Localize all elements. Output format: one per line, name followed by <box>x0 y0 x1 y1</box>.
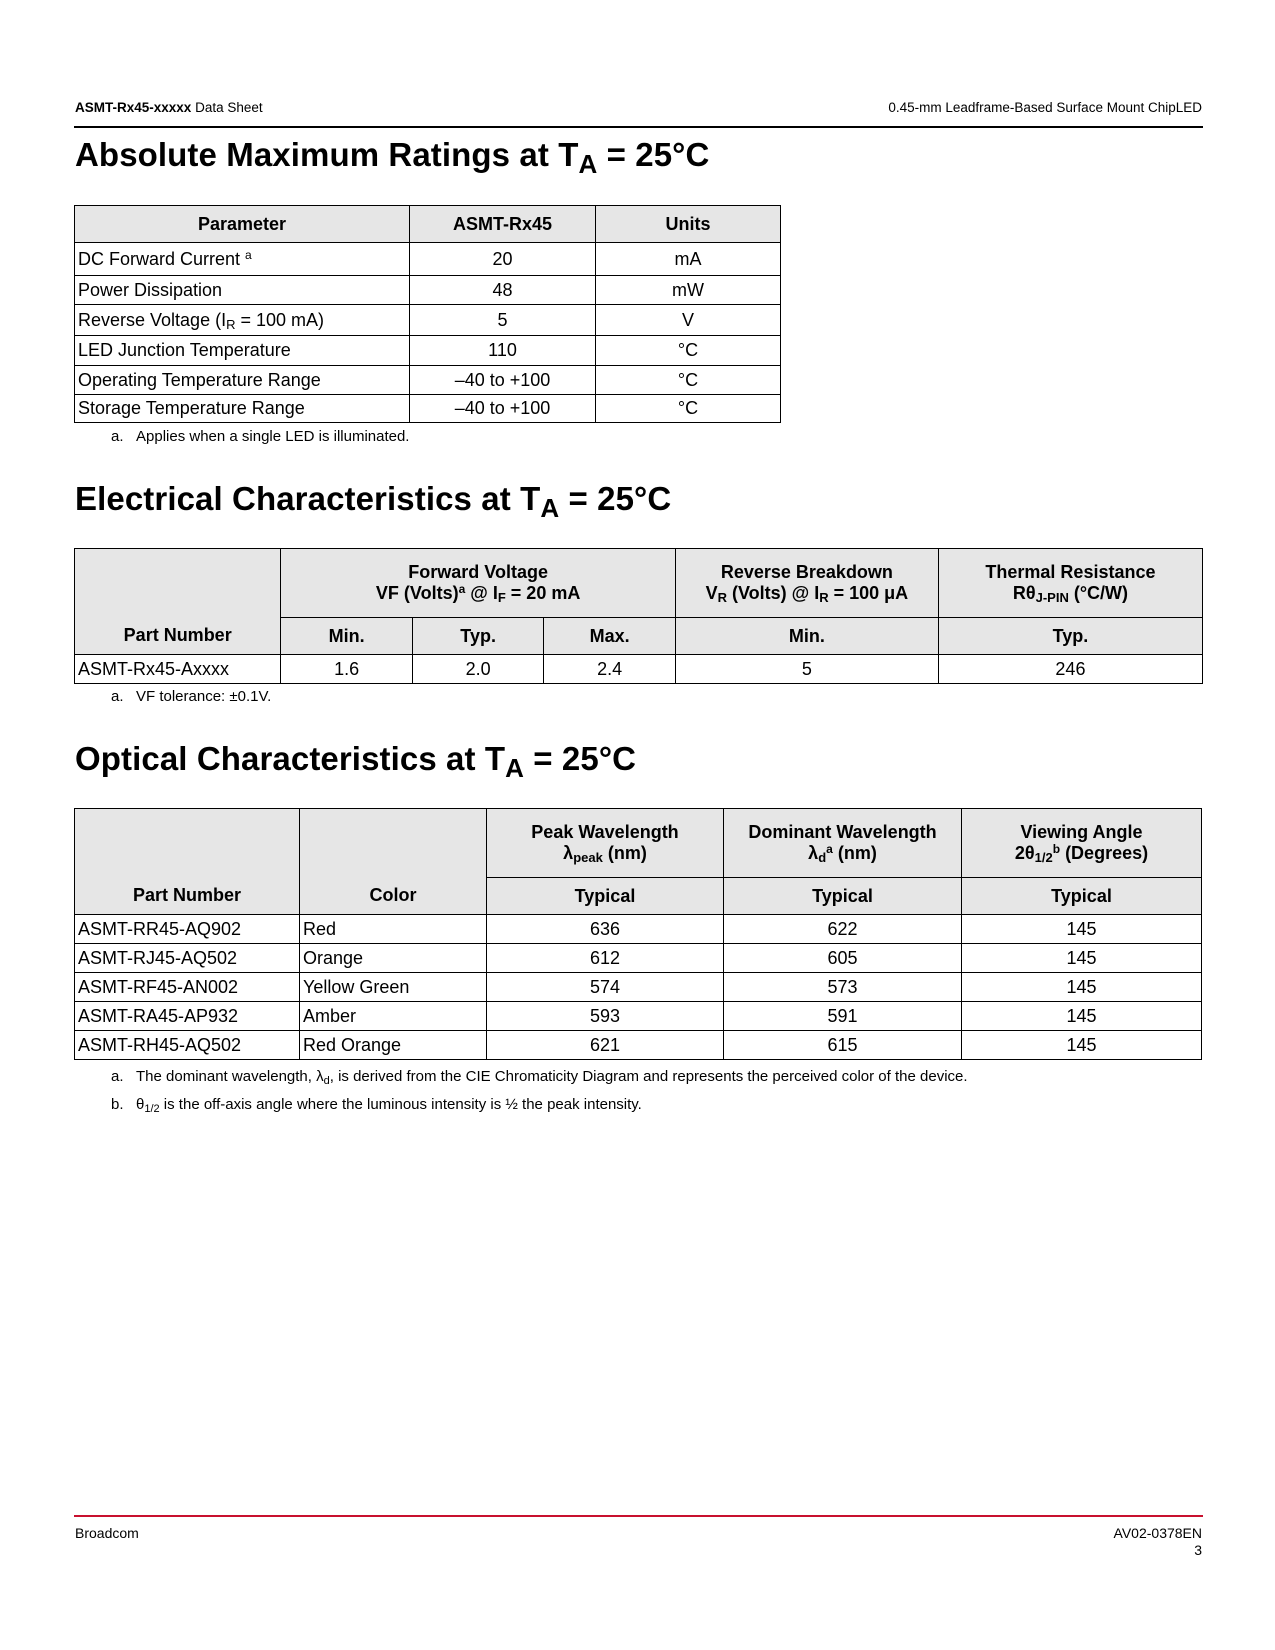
elec-sub-max: Max. <box>544 618 676 655</box>
elec-title: Electrical Characteristics at $T_A = 25^\circ C$ <box>75 480 672 523</box>
part-cell: ASMT-RJ45-AQ502 <box>75 944 300 973</box>
peak-cell: 612 <box>487 944 724 973</box>
opt-footnote-b: b. $\theta_{1/2}$ is the off-axis angle where the luminous intensity is ½ the peak intensity. <box>111 1096 642 1115</box>
opt-table <box>74 808 1202 1060</box>
opt-header-row <box>75 809 1202 878</box>
amr-col-units: Units <box>596 206 781 243</box>
footer-company: Broadcom <box>75 1525 139 1541</box>
vf-max-cell: 2.4 <box>544 655 676 684</box>
color-cell: Yellow Green <box>300 973 487 1002</box>
table-row <box>75 305 781 336</box>
table-row <box>75 336 781 366</box>
header-doc-title <box>75 100 263 115</box>
opt-footnote-a: a. The dominant wavelength, $\lambda_d$, is derived from the CIE Chromaticity Diagram and represents the perceived color of the device. <box>111 1068 968 1087</box>
table-row <box>75 1002 1202 1031</box>
color-cell: Red <box>300 915 487 944</box>
elec-sub-rb-min: Min. <box>675 618 938 655</box>
elec-sub-typ: Typ. <box>412 618 544 655</box>
elec-col-thermal-resistance: Thermal Resistance $R\theta_{J-PIN}$ (°C/W) <box>938 549 1202 618</box>
unit-cell: V <box>596 305 781 336</box>
amr-header-row <box>75 206 781 243</box>
peak-cell: 593 <box>487 1002 724 1031</box>
vf-typ-cell: 2.0 <box>412 655 544 684</box>
value-cell: 48 <box>410 276 596 305</box>
opt-sub-angle-typical: Typical <box>962 878 1202 915</box>
table-row <box>75 395 781 423</box>
elec-header-row <box>75 549 1203 618</box>
opt-col-dominant-wavelength: Dominant Wavelength $\lambda_d^a$ (nm) <box>724 809 962 878</box>
table-row <box>75 944 1202 973</box>
angle-cell: 145 <box>962 973 1202 1002</box>
angle-cell: 145 <box>962 1002 1202 1031</box>
elec-sub-min: Min. <box>281 618 413 655</box>
table-row <box>75 1031 1202 1060</box>
table-row <box>75 915 1202 944</box>
dominant-cell: 573 <box>724 973 962 1002</box>
header-doc-id: ASMT-Rx45-xxxxx <box>75 100 192 115</box>
opt-col-color: Color <box>300 809 487 915</box>
header-product-title: 0.45-mm Leadframe-Based Surface Mount ChipLED <box>888 100 1202 115</box>
param-cell: Operating Temperature Range <box>75 366 410 395</box>
table-row <box>75 366 781 395</box>
angle-cell: 145 <box>962 915 1202 944</box>
dominant-cell: 605 <box>724 944 962 973</box>
value-cell: 20 <box>410 243 596 276</box>
opt-col-viewing-angle: Viewing Angle $2\theta_{1/2}^b$ (Degrees) <box>962 809 1202 878</box>
opt-sub-dominant-typical: Typical <box>724 878 962 915</box>
unit-cell: mW <box>596 276 781 305</box>
footer-page-number: 3 <box>1194 1542 1202 1558</box>
part-cell: ASMT-Rx45-Axxxx <box>75 655 281 684</box>
dominant-cell: 622 <box>724 915 962 944</box>
value-cell: –40 to +100 <box>410 395 596 423</box>
header-divider <box>74 126 1203 128</box>
peak-cell: 636 <box>487 915 724 944</box>
opt-title: Optical Characteristics at $T_A = 25^\circ C$ <box>75 740 637 783</box>
table-row <box>75 243 781 276</box>
param-cell: Power Dissipation <box>75 276 410 305</box>
table-row <box>75 655 1203 684</box>
amr-table <box>74 205 781 423</box>
elec-footnote: a. VF tolerance: ±0.1V. <box>111 688 272 705</box>
part-cell: ASMT-RF45-AN002 <box>75 973 300 1002</box>
part-cell: ASMT-RA45-AP932 <box>75 1002 300 1031</box>
unit-cell: °C <box>596 366 781 395</box>
unit-cell: mA <box>596 243 781 276</box>
amr-title: Absolute Maximum Ratings at $T_A = 25^\circ C$ <box>75 136 710 179</box>
color-cell: Red Orange <box>300 1031 487 1060</box>
param-cell: Storage Temperature Range <box>75 395 410 423</box>
color-cell: Amber <box>300 1002 487 1031</box>
amr-col-parameter: Parameter <box>75 206 410 243</box>
rth-typ-cell: 246 <box>938 655 1202 684</box>
dominant-cell: 591 <box>724 1002 962 1031</box>
part-cell: ASMT-RR45-AQ902 <box>75 915 300 944</box>
value-cell: 110 <box>410 336 596 366</box>
elec-sub-tr-typ: Typ. <box>938 618 1202 655</box>
color-cell: Orange <box>300 944 487 973</box>
vr-min-cell: 5 <box>675 655 938 684</box>
footer-divider <box>74 1515 1203 1517</box>
table-row <box>75 973 1202 1002</box>
param-cell: DC Forward Current $^a$ <box>75 243 410 276</box>
peak-cell: 574 <box>487 973 724 1002</box>
part-cell: ASMT-RH45-AQ502 <box>75 1031 300 1060</box>
angle-cell: 145 <box>962 944 1202 973</box>
param-cell: Reverse Voltage ($I_R = 100$ mA) <box>75 305 410 336</box>
amr-col-part: ASMT-Rx45 <box>410 206 596 243</box>
unit-cell: °C <box>596 336 781 366</box>
angle-cell: 145 <box>962 1031 1202 1060</box>
dominant-cell: 615 <box>724 1031 962 1060</box>
value-cell: –40 to +100 <box>410 366 596 395</box>
opt-sub-peak-typical: Typical <box>487 878 724 915</box>
footer-meta <box>1114 1525 1202 1559</box>
elec-table <box>74 548 1203 684</box>
elec-col-reverse-breakdown: Reverse Breakdown $V_R$ (Volts) @ $I_R = 100$ μA <box>675 549 938 618</box>
unit-cell: °C <box>596 395 781 423</box>
opt-col-part: Part Number <box>75 809 300 915</box>
opt-col-peak-wavelength: Peak Wavelength $\lambda_{peak}$ (nm) <box>487 809 724 878</box>
vf-min-cell: 1.6 <box>281 655 413 684</box>
table-row <box>75 276 781 305</box>
amr-footnote: a. Applies when a single LED is illuminated. <box>111 428 410 445</box>
header-doc-type: Data Sheet <box>195 100 263 115</box>
param-cell: LED Junction Temperature <box>75 336 410 366</box>
elec-col-part: Part Number <box>75 549 281 655</box>
elec-col-forward-voltage: Forward Voltage VF (Volts)$^a$ @ $I_F = 20$ mA <box>281 549 676 618</box>
footer-doc-number: AV02-0378EN <box>1113 1525 1202 1541</box>
value-cell: 5 <box>410 305 596 336</box>
peak-cell: 621 <box>487 1031 724 1060</box>
